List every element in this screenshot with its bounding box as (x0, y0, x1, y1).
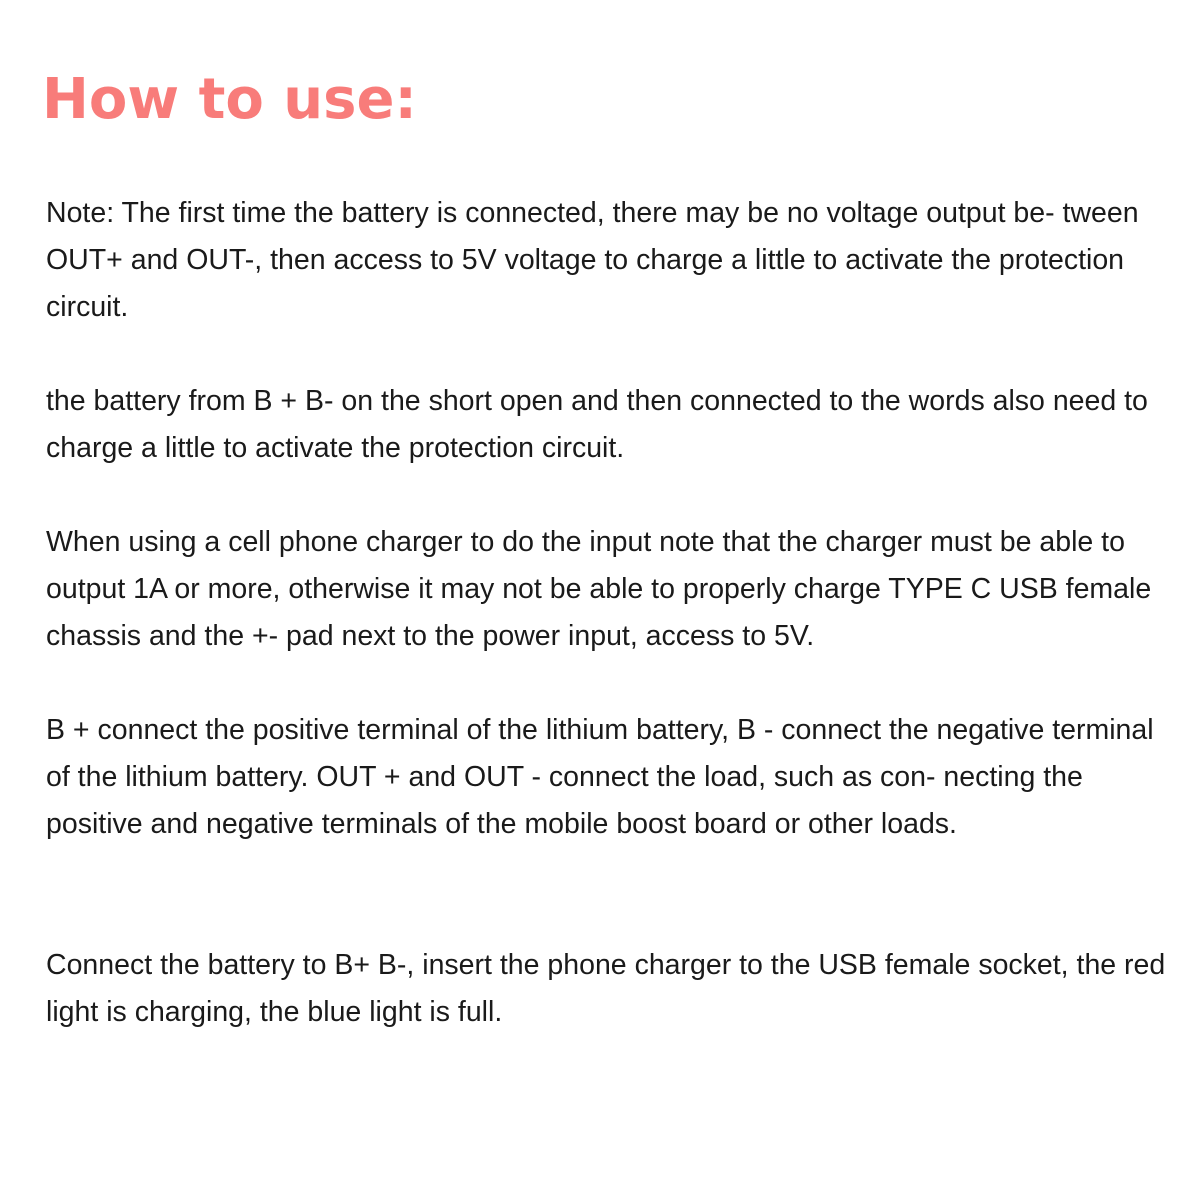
charging-indicator-paragraph: Connect the battery to B+ B-, insert the phone charger to the USB female socket, the red light is charging, the blue light is full. (46, 949, 1166, 1028)
note-first-connection-paragraph: Note: The first time the battery is connected, there may be no voltage output be- tween OUT+ and OUT-, then access to 5V voltage to charge a little to activate the protection circuit. (46, 197, 1139, 323)
short-open-activation-paragraph: the battery from B + B- on the short open and then connected to the words also need to charge a little to activate the protection circuit. (46, 385, 1148, 464)
page-title: How to use: (42, 67, 417, 132)
charger-requirement-paragraph: When using a cell phone charger to do the input note that the charger must be able to output 1A or more, otherwise it may not be able to properly charge TYPE C USB female chassis and the +- pad next to the power input, access to 5V. (46, 526, 1152, 652)
terminal-connection-paragraph: B + connect the positive terminal of the lithium battery, B - connect the negative terminal of the lithium battery. OUT + and OUT - connect the load, such as con- necting the positive and negative terminals of the mobile boost board or other loads. (46, 714, 1154, 840)
